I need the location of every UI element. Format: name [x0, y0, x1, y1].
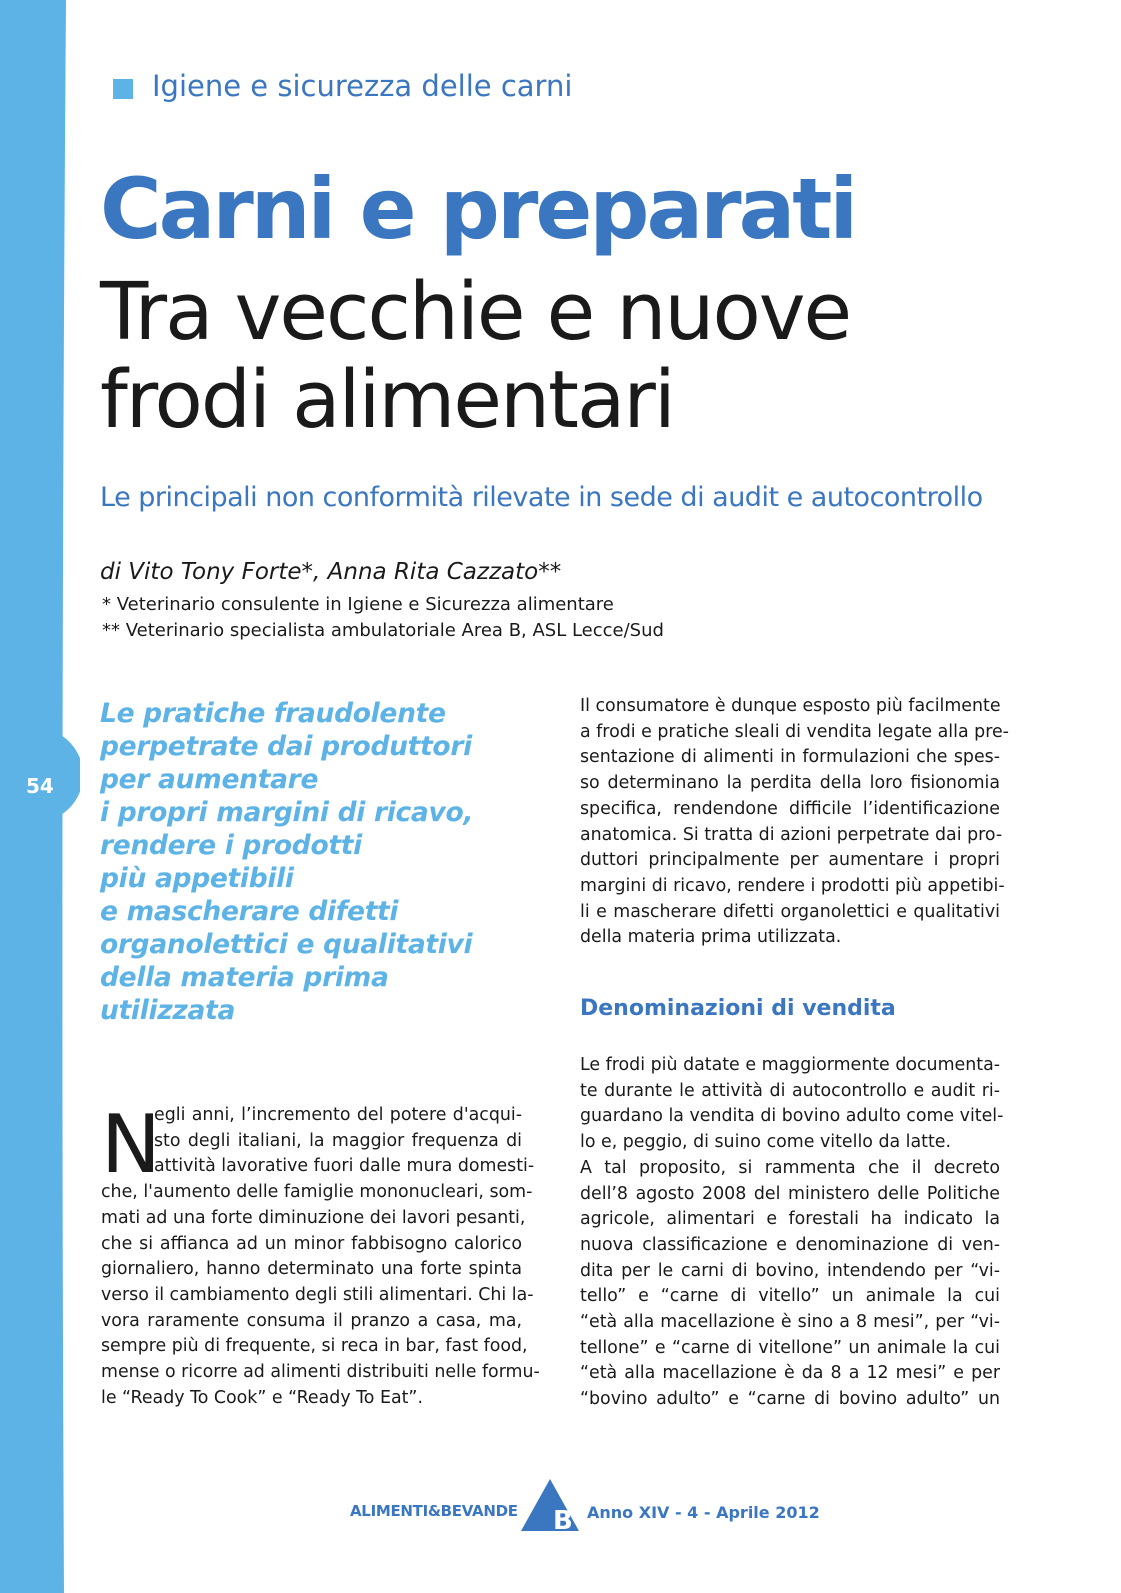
text-line: dita per le carni di bovino, intendendo per “vi-	[580, 1260, 1000, 1281]
pull-quote-line: della materia prima	[100, 962, 389, 993]
pull-quote-line: e mascherare difetti	[100, 896, 399, 927]
text-line: dell’8 agosto 2008 del ministero delle Politiche	[580, 1183, 1000, 1204]
pull-quote-line: per aumentare	[100, 764, 319, 795]
text-line: della materia prima utilizzata.	[580, 927, 842, 948]
text-line: egli anni, l’incremento del potere d'acqui-	[154, 1105, 522, 1125]
text-line: sto degli italiani, la maggior frequenza di	[154, 1130, 522, 1151]
text-line: so determinano la perdita della loro fisionomia	[580, 773, 1000, 794]
text-line: che si affianca ad un minor fabbisogno calorico	[101, 1233, 522, 1254]
article-deck: Le principali non conformità rilevate in sede di audit e autocontrollo	[100, 482, 983, 513]
text-line: mati ad una forte diminuzione dei lavori pesanti,	[101, 1207, 526, 1228]
pull-quote-line: organolettici e qualitativi	[100, 929, 473, 960]
pull-quote	[100, 697, 530, 1027]
text-line: a frodi e pratiche sleali di vendita legate alla pre-	[580, 721, 1009, 742]
section-label: Igiene e sicurezza delle carni	[152, 69, 573, 103]
pull-quote-line: i propri margini di ricavo,	[100, 797, 474, 828]
text-line: margini di ricavo, rendere i prodotti più appetibi-	[580, 875, 1005, 896]
article-title: Carni e preparati	[100, 160, 856, 258]
article-subtitle-large	[100, 268, 920, 444]
body-text-left-column	[101, 1098, 540, 1411]
text-line: nuova classificazione e denominazione di ven-	[580, 1234, 1000, 1255]
magazine-name: ALIMENTI&BEVANDE	[350, 1502, 518, 1520]
author-affiliation: ** Veterinario specialista ambulatoriale Area B, ASL Lecce/Sud	[102, 620, 664, 641]
issue-info: Anno XIV - 4 - Aprile 2012	[587, 1503, 820, 1522]
pull-quote-line: utilizzata	[100, 995, 236, 1026]
text-line: tellone” e “carne di vitellone” un animale la cui	[580, 1337, 1000, 1358]
page-number: 54	[26, 774, 54, 798]
text-line: giornaliero, hanno determinato una forte spinta	[101, 1259, 522, 1280]
text-line: vora raramente consuma il pranzo a casa, ma,	[101, 1310, 522, 1331]
text-line: sentazione di alimenti in formulazioni che spes-	[580, 747, 1000, 768]
text-line: che, l'aumento delle famiglie mononucleari, som-	[101, 1182, 533, 1203]
pull-quote-line: perpetrate dai produttori	[100, 731, 472, 762]
title-line: Tra vecchie e nuove	[100, 266, 851, 358]
text-line: specifica, rendendone difficile l’identificazione	[580, 798, 1000, 819]
text-line: “età alla macellazione è da 8 a 12 mesi” e per	[580, 1363, 1000, 1384]
section-marker-icon	[113, 79, 133, 99]
pull-quote-line: Le pratiche fraudolente	[100, 698, 446, 729]
text-line: attività lavorative fuori dalle mura domesti-	[154, 1156, 535, 1177]
text-line: tello” e “carne di vitello” un animale la cui	[580, 1286, 1000, 1307]
text-line: agricole, alimentari e forestali ha indicato la	[580, 1209, 1000, 1230]
magazine-logo-icon	[519, 1477, 581, 1533]
title-line: frodi alimentari	[100, 354, 674, 446]
text-line: mense o ricorre ad alimenti distribuiti nelle formu-	[101, 1362, 540, 1383]
text-line: Il consumatore è dunque esposto più facilmente	[580, 696, 1001, 716]
text-line: lo e, peggio, di suino come vitello da latte.	[580, 1132, 952, 1153]
body-text-right-column-bottom	[580, 1053, 1004, 1413]
text-line: “bovino adulto” e “carne di bovino adulto” un	[580, 1389, 1000, 1410]
text-line: verso il cambiamento degli stili alimentari. Chi la-	[101, 1284, 534, 1305]
drop-cap: N	[101, 1098, 161, 1191]
author-affiliation: * Veterinario consulente in Igiene e Sicurezza alimentare	[102, 594, 614, 615]
text-line: Le frodi più datate e maggiormente documenta-	[580, 1055, 1000, 1075]
section-heading: Denominazioni di vendita	[580, 996, 896, 1021]
author-byline: di Vito Tony Forte*, Anna Rita Cazzato**	[100, 559, 562, 585]
logo-letter: B	[553, 1506, 573, 1533]
text-line: li e mascherare difetti organolettici e qualitativi	[580, 901, 1000, 922]
text-line: “età alla macellazione è sino a 8 mesi”, per “vi-	[580, 1312, 1000, 1333]
text-line: te durante le attività di autocontrollo e audit ri-	[580, 1080, 1000, 1101]
text-line: anatomica. Si tratta di azioni perpetrate dai pro-	[580, 824, 1003, 845]
text-line: duttori principalmente per aumentare i propri	[580, 850, 1000, 871]
text-line: A tal proposito, si rammenta che il decreto	[580, 1157, 1000, 1178]
text-line: sempre più di frequente, si reca in bar, fast food,	[101, 1336, 528, 1357]
pull-quote-line: più appetibili	[100, 863, 294, 894]
text-line: le “Ready To Cook” e “Ready To Eat”.	[101, 1387, 423, 1408]
text-line: guardano la vendita di bovino adulto come vitel-	[580, 1106, 1004, 1127]
pull-quote-line: rendere i prodotti	[100, 830, 362, 861]
body-text-right-column-top	[580, 694, 1009, 951]
